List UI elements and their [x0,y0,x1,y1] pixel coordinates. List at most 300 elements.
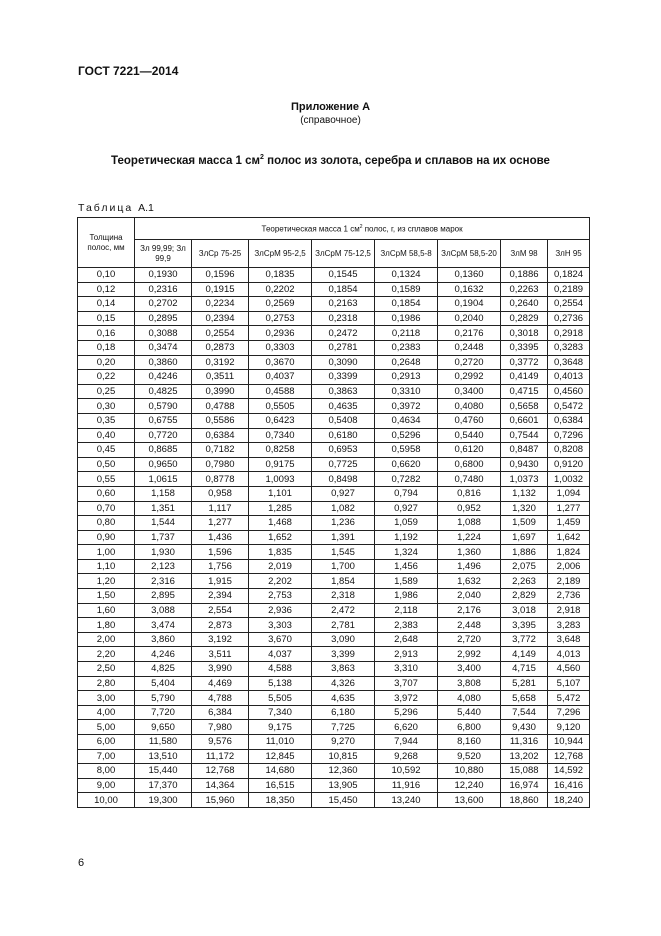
table-body [78,268,590,808]
mass-cell: 0,8498 [312,472,375,487]
mass-cell: 2,118 [375,603,438,618]
mass-cell: 4,715 [501,662,548,677]
thickness-cell: 0,90 [78,530,135,545]
annex-title: Приложение А [290,101,371,113]
mass-cell: 9,175 [249,720,312,735]
thickness-cell: 0,25 [78,384,135,399]
mass-cell: 1,351 [135,501,192,516]
mass-cell: 0,7544 [501,428,548,443]
mass-cell: 15,088 [501,764,548,779]
table-row [78,311,590,326]
group-header-superscript: 2 [359,224,363,231]
table-row [78,735,590,750]
mass-cell: 0,6384 [548,413,590,428]
mass-cell: 4,825 [135,662,192,677]
mass-cell: 0,2202 [249,282,312,297]
mass-cell: 19,300 [135,793,192,808]
mass-cell: 0,4037 [249,370,312,385]
column-header: Зл 99,99; Зл 99,9 [135,240,192,268]
mass-cell: 6,800 [438,720,501,735]
mass-cell: 0,2554 [192,326,249,341]
table-row [78,676,590,691]
mass-cell: 0,2736 [548,311,590,326]
mass-cell: 0,1986 [375,311,438,326]
mass-cell: 10,944 [548,735,590,750]
mass-cell: 11,580 [135,735,192,750]
mass-cell: 1,854 [312,574,375,589]
mass-cell: 3,395 [501,618,548,633]
mass-cell: 1,224 [438,530,501,545]
mass-cell: 0,3090 [312,355,375,370]
mass-cell: 0,3399 [312,370,375,385]
mass-cell: 1,285 [249,501,312,516]
mass-cell: 0,2992 [438,370,501,385]
mass-cell: 0,952 [438,501,501,516]
mass-cell: 2,918 [548,603,590,618]
mass-cell: 0,8685 [135,443,192,458]
mass-cell: 3,474 [135,618,192,633]
mass-cell: 2,123 [135,559,192,574]
table-row [78,297,590,312]
table-row [78,545,590,560]
thickness-cell: 1,60 [78,603,135,618]
mass-cell: 0,3395 [501,340,548,355]
mass-cell: 2,736 [548,589,590,604]
mass-cell: 2,472 [312,603,375,618]
table-caption-number: А.1 [138,202,154,214]
mass-cell: 0,2918 [548,326,590,341]
mass-cell: 0,2234 [192,297,249,312]
mass-cell: 1,468 [249,516,312,531]
mass-cell: 0,3972 [375,399,438,414]
mass-cell: 1,700 [312,559,375,574]
thickness-cell: 1,20 [78,574,135,589]
mass-cell: 14,592 [548,764,590,779]
mass-cell: 11,010 [249,735,312,750]
thickness-cell: 0,15 [78,311,135,326]
mass-cell: 7,980 [192,720,249,735]
mass-cell: 10,880 [438,764,501,779]
mass-cell: 2,781 [312,618,375,633]
table-row [78,268,590,283]
mass-cell: 0,2394 [192,311,249,326]
thickness-cell: 10,00 [78,793,135,808]
table-row [78,516,590,531]
mass-cell: 0,4715 [501,384,548,399]
table-row [78,501,590,516]
mass-cell: 5,281 [501,676,548,691]
mass-cell: 3,860 [135,632,192,647]
mass-cell: 14,680 [249,764,312,779]
mass-cell: 0,6120 [438,443,501,458]
mass-cell: 3,772 [501,632,548,647]
mass-cell: 13,905 [312,778,375,793]
mass-cell: 1,652 [249,530,312,545]
table-row [78,559,590,574]
mass-cell: 0,8208 [548,443,590,458]
mass-cell: 15,440 [135,764,192,779]
mass-cell: 0,1835 [249,268,312,283]
mass-cell: 1,886 [501,545,548,560]
mass-cell: 1,360 [438,545,501,560]
mass-cell: 1,496 [438,559,501,574]
mass-cell: 4,080 [438,691,501,706]
mass-cell: 2,992 [438,647,501,662]
table-row [78,589,590,604]
mass-cell: 0,3772 [501,355,548,370]
mass-cell: 0,4560 [548,384,590,399]
mass-cell: 7,725 [312,720,375,735]
mass-cell: 9,430 [501,720,548,735]
mass-cell: 0,3283 [548,340,590,355]
mass-cell: 8,160 [438,735,501,750]
mass-cell: 0,1360 [438,268,501,283]
mass-cell: 3,670 [249,632,312,647]
title-text: Теоретическая масса 1 см [111,154,261,167]
mass-cell: 16,974 [501,778,548,793]
table-row [78,793,590,808]
mass-cell: 0,927 [312,486,375,501]
mass-cell: 0,6620 [375,457,438,472]
mass-cell: 4,037 [249,647,312,662]
mass-cell: 0,2263 [501,282,548,297]
mass-cell: 0,7725 [312,457,375,472]
table-caption [78,202,154,214]
mass-cell: 0,2936 [249,326,312,341]
mass-cell: 2,554 [192,603,249,618]
mass-cell: 0,2569 [249,297,312,312]
mass-cell: 9,120 [548,720,590,735]
mass-cell: 0,5658 [501,399,548,414]
mass-cell: 0,3400 [438,384,501,399]
mass-cell: 0,3088 [135,326,192,341]
table-row [78,370,590,385]
mass-cell: 12,845 [249,749,312,764]
mass-cell: 3,990 [192,662,249,677]
mass-cell: 3,511 [192,647,249,662]
table-row [78,778,590,793]
mass-cell: 0,2554 [548,297,590,312]
mass-cell: 3,808 [438,676,501,691]
mass-cell: 1,059 [375,516,438,531]
mass-cell: 1,158 [135,486,192,501]
mass-cell: 0,3990 [192,384,249,399]
mass-cell: 9,268 [375,749,438,764]
thickness-cell: 0,12 [78,282,135,297]
mass-cell: 0,5472 [548,399,590,414]
column-header: ЗлСр 75-25 [192,240,249,268]
table-row [78,662,590,677]
mass-cell: 7,340 [249,705,312,720]
thickness-cell: 5,00 [78,720,135,735]
table-row [78,618,590,633]
mass-cell: 0,2781 [312,340,375,355]
mass-cell: 0,6180 [312,428,375,443]
mass-cell: 1,236 [312,516,375,531]
mass-cell: 1,0373 [501,472,548,487]
table-row [78,340,590,355]
document-header: ГОСТ 7221—2014 [78,64,179,78]
thickness-cell: 0,80 [78,516,135,531]
mass-cell: 0,2720 [438,355,501,370]
mass-cell: 1,589 [375,574,438,589]
mass-cell: 0,2829 [501,311,548,326]
mass-cell: 0,8778 [192,472,249,487]
table-row [78,457,590,472]
mass-cell: 6,180 [312,705,375,720]
mass-cell: 0,1324 [375,268,438,283]
thickness-cell: 0,30 [78,399,135,414]
table-row [78,326,590,341]
mass-cell: 1,320 [501,501,548,516]
mass-cell: 2,316 [135,574,192,589]
alloy-group-header [135,218,590,240]
mass-cell: 4,469 [192,676,249,691]
thickness-cell: 2,80 [78,676,135,691]
table-row [78,399,590,414]
thickness-cell: 7,00 [78,749,135,764]
mass-cell: 1,642 [548,530,590,545]
mass-cell: 3,088 [135,603,192,618]
mass-cell: 5,440 [438,705,501,720]
mass-cell: 4,149 [501,647,548,662]
mass-cell: 7,720 [135,705,192,720]
mass-cell: 0,2383 [375,340,438,355]
mass-cell: 3,648 [548,632,590,647]
mass-cell: 0,7720 [135,428,192,443]
mass-cell: 2,648 [375,632,438,647]
mass-cell: 5,107 [548,676,590,691]
mass-cell: 1,544 [135,516,192,531]
mass-cell: 1,737 [135,530,192,545]
mass-cell: 1,986 [375,589,438,604]
mass-cell: 0,5790 [135,399,192,414]
mass-cell: 0,4825 [135,384,192,399]
group-header-text: Теоретическая масса 1 см [261,224,360,234]
mass-cell: 0,4634 [375,413,438,428]
mass-cell: 15,450 [312,793,375,808]
mass-cell: 2,895 [135,589,192,604]
mass-cell: 1,756 [192,559,249,574]
mass-cell: 11,316 [501,735,548,750]
mass-cell: 12,240 [438,778,501,793]
mass-cell: 0,4635 [312,399,375,414]
mass-cell: 7,944 [375,735,438,750]
mass-cell: 0,1589 [375,282,438,297]
mass-cell: 0,3511 [192,370,249,385]
mass-cell: 5,404 [135,676,192,691]
mass-cell: 0,927 [375,501,438,516]
mass-cell: 1,277 [548,501,590,516]
thickness-cell: 0,70 [78,501,135,516]
thickness-cell: 0,16 [78,326,135,341]
mass-cell: 0,2913 [375,370,438,385]
mass-cell: 2,263 [501,574,548,589]
mass-cell: 0,1930 [135,268,192,283]
column-header: ЗлСрМ 75-12,5 [312,240,375,268]
mass-cell: 0,2640 [501,297,548,312]
group-header-rest: полос, г, из сплавов марок [362,224,463,234]
mass-cell: 0,1915 [192,282,249,297]
mass-cell: 1,082 [312,501,375,516]
mass-cell: 1,094 [548,486,590,501]
mass-cell: 0,2318 [312,311,375,326]
mass-cell: 1,915 [192,574,249,589]
mass-cell: 0,9650 [135,457,192,472]
mass-cell: 5,790 [135,691,192,706]
mass-cell: 3,310 [375,662,438,677]
mass-cell: 5,138 [249,676,312,691]
mass-cell: 18,350 [249,793,312,808]
page-number: 6 [78,857,85,869]
mass-cell: 14,364 [192,778,249,793]
mass-cell: 3,303 [249,618,312,633]
mass-cell: 1,456 [375,559,438,574]
table-row [78,574,590,589]
thickness-cell: 2,20 [78,647,135,662]
thickness-cell: 2,00 [78,632,135,647]
mass-cell: 0,2873 [192,340,249,355]
title-rest: полос из золота, серебра и сплавов на их основе [263,154,550,167]
thickness-cell: 0,50 [78,457,135,472]
mass-cell: 6,384 [192,705,249,720]
thickness-cell: 1,10 [78,559,135,574]
mass-cell: 0,3670 [249,355,312,370]
mass-cell: 2,448 [438,618,501,633]
mass-cell: 1,0032 [548,472,590,487]
thickness-header: Толщина полос, мм [78,218,135,268]
table-row [78,647,590,662]
mass-cell: 0,5408 [312,413,375,428]
mass-cell: 2,318 [312,589,375,604]
mass-cell: 0,2040 [438,311,501,326]
mass-cell: 4,635 [312,691,375,706]
mass-cell: 0,7282 [375,472,438,487]
mass-cell: 0,7480 [438,472,501,487]
table-caption-word: Таблица [78,202,134,214]
mass-cell: 2,383 [375,618,438,633]
mass-cell: 15,960 [192,793,249,808]
table-row [78,486,590,501]
mass-cell: 5,658 [501,691,548,706]
column-header: ЗлСрМ 95-2,5 [249,240,312,268]
mass-cell: 0,2176 [438,326,501,341]
thickness-cell: 4,00 [78,705,135,720]
mass-cell: 9,520 [438,749,501,764]
mass-cell: 0,816 [438,486,501,501]
mass-cell: 9,576 [192,735,249,750]
thickness-cell: 1,00 [78,545,135,560]
mass-cell: 2,753 [249,589,312,604]
mass-cell: 0,2316 [135,282,192,297]
mass-cell: 3,018 [501,603,548,618]
thickness-cell: 1,80 [78,618,135,633]
thickness-cell: 0,14 [78,297,135,312]
thickness-cell: 6,00 [78,735,135,750]
mass-cell: 0,6755 [135,413,192,428]
mass-cell: 0,3310 [375,384,438,399]
mass-cell: 0,4588 [249,384,312,399]
mass-cell: 0,2118 [375,326,438,341]
mass-cell: 2,720 [438,632,501,647]
thickness-cell: 2,50 [78,662,135,677]
table-row [78,720,590,735]
thickness-cell: 1,50 [78,589,135,604]
mass-cell: 3,283 [548,618,590,633]
mass-cell: 2,040 [438,589,501,604]
thickness-cell: 3,00 [78,691,135,706]
mass-cell: 7,544 [501,705,548,720]
mass-cell: 0,4013 [548,370,590,385]
column-header-row [78,240,590,268]
mass-cell: 5,296 [375,705,438,720]
mass-cell: 1,101 [249,486,312,501]
thickness-cell: 0,40 [78,428,135,443]
mass-cell: 0,3860 [135,355,192,370]
mass-cell: 0,2163 [312,297,375,312]
mass-cell: 0,7296 [548,428,590,443]
mass-cell: 3,972 [375,691,438,706]
mass-cell: 4,588 [249,662,312,677]
mass-cell: 1,824 [548,545,590,560]
mass-cell: 0,7980 [192,457,249,472]
mass-cell: 16,416 [548,778,590,793]
mass-cell: 0,2189 [548,282,590,297]
mass-cell: 13,510 [135,749,192,764]
mass-cell: 1,117 [192,501,249,516]
mass-cell: 0,9120 [548,457,590,472]
thickness-cell: 0,60 [78,486,135,501]
column-header: ЗлМ 98 [501,240,548,268]
annex-subtitle: (справочное) [300,115,361,126]
mass-cell: 3,863 [312,662,375,677]
mass-cell: 1,391 [312,530,375,545]
mass-cell: 1,545 [312,545,375,560]
mass-cell: 0,5586 [192,413,249,428]
mass-cell: 0,9175 [249,457,312,472]
mass-table [77,217,590,808]
mass-cell: 0,6384 [192,428,249,443]
mass-cell: 0,4149 [501,370,548,385]
mass-cell: 11,172 [192,749,249,764]
mass-cell: 2,394 [192,589,249,604]
mass-cell: 0,3648 [548,355,590,370]
mass-cell: 0,5440 [438,428,501,443]
mass-cell: 2,019 [249,559,312,574]
thickness-cell: 0,45 [78,443,135,458]
mass-cell: 0,5958 [375,443,438,458]
thickness-cell: 0,18 [78,340,135,355]
column-header: ЗлСрМ 58,5-8 [375,240,438,268]
table-row [78,282,590,297]
mass-cell: 0,1824 [548,268,590,283]
mass-cell: 10,592 [375,764,438,779]
mass-cell: 2,075 [501,559,548,574]
mass-cell: 1,436 [192,530,249,545]
mass-cell: 0,6423 [249,413,312,428]
mass-cell: 2,829 [501,589,548,604]
thickness-cell: 0,35 [78,413,135,428]
mass-cell: 0,3303 [249,340,312,355]
mass-cell: 0,1886 [501,268,548,283]
mass-cell: 1,192 [375,530,438,545]
table-row [78,443,590,458]
mass-cell: 2,006 [548,559,590,574]
mass-cell: 0,2895 [135,311,192,326]
thickness-cell: 0,20 [78,355,135,370]
mass-cell: 4,788 [192,691,249,706]
mass-cell: 12,360 [312,764,375,779]
